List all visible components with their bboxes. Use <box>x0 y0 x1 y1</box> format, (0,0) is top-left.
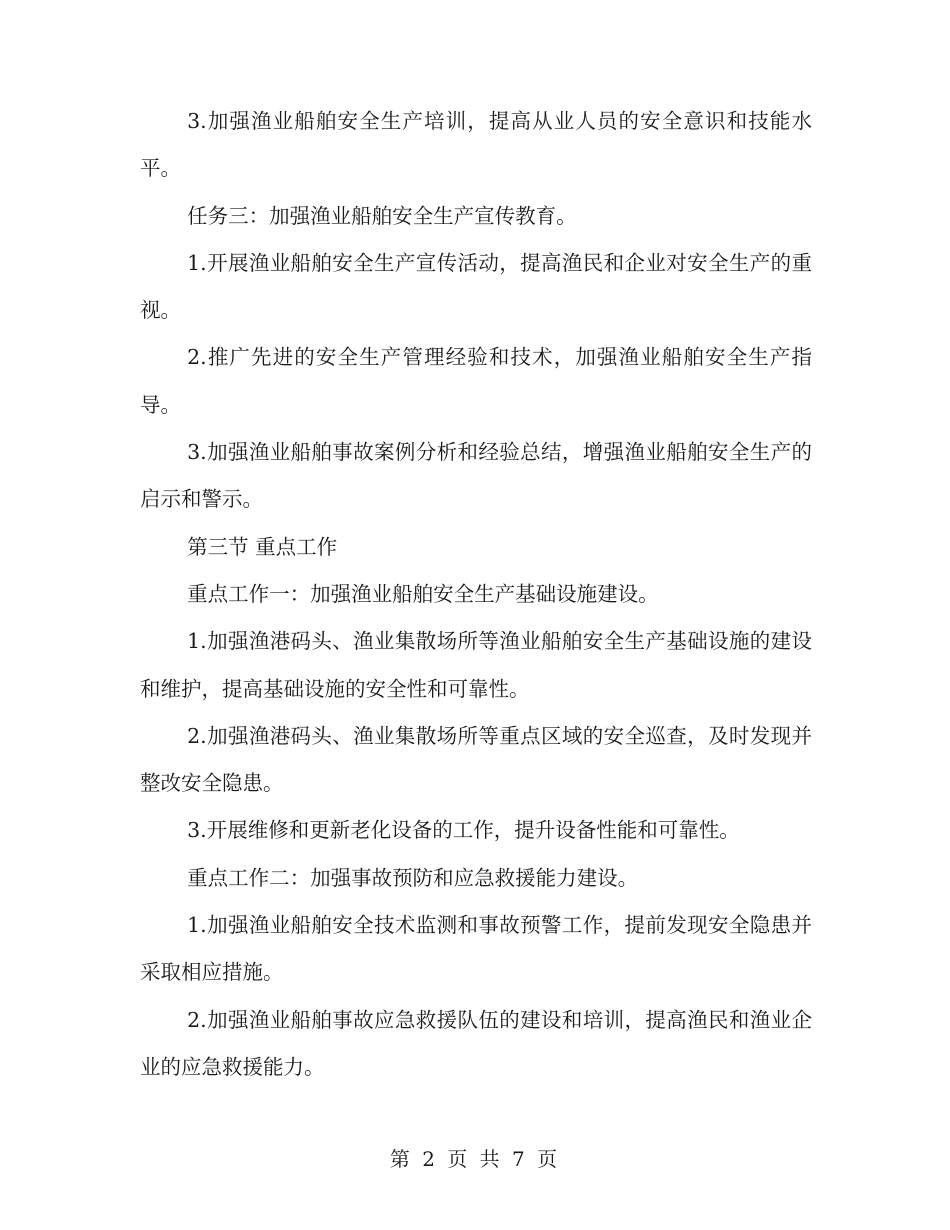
paragraph: 1.加强渔业船舶安全技术监测和事故预警工作，提前发现安全隐患并采取相应措施。 <box>140 913 812 985</box>
document-body <box>140 98 812 1091</box>
page-footer: 第 2 页 共 7 页 <box>389 1147 561 1171</box>
paragraph: 重点工作二：加强事故预防和应急救援能力建设。 <box>187 865 639 890</box>
paragraph: 重点工作一：加强渔业船舶安全生产基础设施建设。 <box>187 581 659 606</box>
paragraph: 3.开展维修和更新老化设备的工作，提升设备性能和可靠性。 <box>187 818 740 843</box>
paragraph: 2.加强渔港码头、渔业集散场所等重点区域的安全巡查，及时发现并整改安全隐患。 <box>140 723 812 796</box>
paragraph: 1.加强渔港码头、渔业集散场所等渔业船舶安全生产基础设施的建设和维护，提高基础设施的安全性和可靠性。 <box>140 629 812 701</box>
paragraph: 任务三：加强渔业船舶安全生产宣传教育。 <box>187 203 577 228</box>
paragraph: 2.推广先进的安全生产管理经验和技术，加强渔业船舶安全生产指导。 <box>140 345 812 417</box>
paragraph: 2.加强渔业船舶事故应急救援队伍的建设和培训，提高渔民和渔业企业的应急救援能力。 <box>140 1007 812 1079</box>
section-heading: 第三节 重点工作 <box>187 534 338 559</box>
paragraph: 3.加强渔业船舶事故案例分析和经验总结，增强渔业船舶安全生产的启示和警示。 <box>140 440 812 512</box>
paragraph: 1.开展渔业船舶安全生产宣传活动，提高渔民和企业对安全生产的重视。 <box>140 250 812 323</box>
paragraph: 3.加强渔业船舶安全生产培训，提高从业人员的安全意识和技能水平。 <box>140 109 812 181</box>
